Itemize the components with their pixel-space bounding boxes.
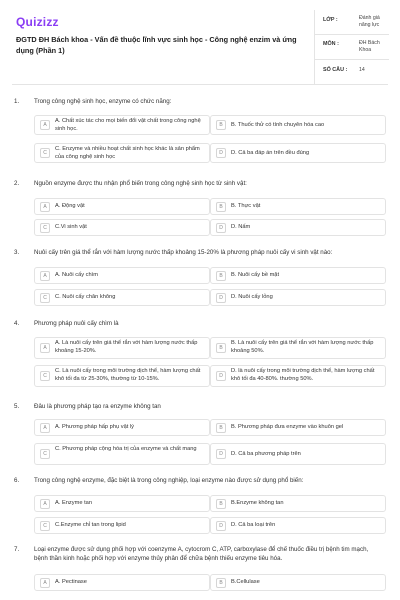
option-b[interactable] bbox=[210, 337, 386, 359]
question-7 bbox=[14, 546, 386, 596]
option-text: C. Nuôi cấy chân không bbox=[55, 294, 116, 300]
option-text: A. Phương pháp hấp phụ vật lý bbox=[55, 424, 135, 430]
question-5 bbox=[14, 403, 386, 471]
option-text: A. Pectinase bbox=[55, 579, 87, 585]
option-d[interactable] bbox=[210, 365, 386, 387]
option-text: C. Là nuôi cấy trong môi trường dịch thể, hàm lượng chất khô tối đa từ 25-30%, thường từ 10-15%. bbox=[55, 368, 201, 382]
option-d[interactable] bbox=[210, 289, 386, 306]
option-letter-badge: D bbox=[216, 449, 226, 459]
option-letter-badge: D bbox=[216, 223, 226, 233]
question-text: Đâu là phương pháp tạo ra enzyme không tan bbox=[34, 403, 161, 410]
option-letter-badge: A bbox=[40, 202, 50, 212]
option-text: C.Vi sinh vật bbox=[55, 224, 87, 230]
option-letter-badge: B bbox=[216, 120, 226, 130]
option-letter-badge: A bbox=[40, 578, 50, 588]
question-text: Phương pháp nuôi cấy chìm là bbox=[34, 320, 119, 327]
option-letter-badge: D bbox=[216, 371, 226, 381]
meta-row-class bbox=[315, 10, 389, 35]
option-letter-badge: B bbox=[216, 343, 226, 353]
option-letter-badge: A bbox=[40, 499, 50, 509]
option-d[interactable] bbox=[210, 517, 386, 534]
option-text: B. Thực vật bbox=[231, 203, 261, 209]
question-text: Nuôi cấy trên giá thể rắn với hàm lượng nước thấp khoảng 15-20% là phương pháp nuôi cấy vi sinh vật nào: bbox=[34, 249, 333, 256]
question-number: 1. bbox=[14, 98, 20, 105]
option-letter-badge: D bbox=[216, 293, 226, 303]
option-text: B.Enzyme không tan bbox=[231, 500, 284, 506]
option-text: B. Nuôi cấy bề mặt bbox=[231, 272, 280, 278]
option-letter-badge: C bbox=[40, 293, 50, 303]
option-c[interactable] bbox=[34, 517, 210, 534]
meta-value: Đánh giá năng lực bbox=[359, 15, 380, 28]
option-text: D. là nuôi cấy trong môi trường dịch thể, hàm lượng chất khô tối đa 40-80%. thường 50%. bbox=[231, 368, 375, 382]
option-text: A. Là nuôi cấy trên giá thể rắn với hàm lượng nước thấp khoảng 15-20%. bbox=[55, 340, 198, 354]
meta-key: MÔN : bbox=[323, 41, 339, 47]
option-text: B.Cellulase bbox=[231, 579, 260, 585]
option-d[interactable] bbox=[210, 443, 386, 465]
option-a[interactable] bbox=[34, 419, 210, 436]
question-text: Loại enzyme được sử dụng phối hợp với coenzyme A, cytocrom C, ATP, carboxylase để chế thuốc điều trị bệnh tim mạch, bệnh thần kinh hoặc phối hợp với enzyme thủy phân để chữa bệnh thiếu enzyme tiêu hóa. bbox=[34, 546, 369, 562]
option-a[interactable] bbox=[34, 267, 210, 284]
option-b[interactable] bbox=[210, 574, 386, 591]
option-text: D. Cả ba phương pháp trên bbox=[231, 451, 301, 457]
option-text: A. Enzyme tan bbox=[55, 500, 92, 506]
question-number: 3. bbox=[14, 249, 20, 256]
option-letter-badge: C bbox=[40, 223, 50, 233]
option-text: A. Nuôi cấy chìm bbox=[55, 272, 98, 278]
option-letter-badge: C bbox=[40, 521, 50, 531]
worksheet-header bbox=[12, 10, 388, 85]
option-letter-badge: A bbox=[40, 423, 50, 433]
quizizz-logo: Quizizz bbox=[16, 15, 59, 29]
question-number: 5. bbox=[14, 403, 20, 410]
worksheet-title: ĐGTD ĐH Bách khoa - Vấn đề thuộc lĩnh vực sinh học - Công nghệ enzim và ứng dụng (Phần 1) bbox=[16, 35, 297, 55]
option-text: B. Phương pháp đưa enzyme vào khuôn gel bbox=[231, 424, 344, 430]
option-letter-badge: C bbox=[40, 371, 50, 381]
question-number: 4. bbox=[14, 320, 20, 327]
option-b[interactable] bbox=[210, 267, 386, 284]
option-b[interactable] bbox=[210, 419, 386, 436]
meta-panel bbox=[314, 10, 388, 85]
option-c[interactable] bbox=[34, 219, 210, 236]
option-letter-badge: B bbox=[216, 202, 226, 212]
option-c[interactable] bbox=[34, 365, 210, 387]
question-number: 2. bbox=[14, 180, 20, 187]
option-b[interactable] bbox=[210, 115, 386, 135]
option-text: C.Enzyme chỉ tan trong lipid bbox=[55, 522, 126, 528]
option-c[interactable] bbox=[34, 443, 210, 465]
option-letter-badge: A bbox=[40, 343, 50, 353]
option-text: C. Phương pháp cộng hóa trị của enzyme và chất mang bbox=[55, 446, 197, 452]
option-text: A. Động vật bbox=[55, 203, 85, 209]
question-2 bbox=[14, 180, 386, 240]
question-6 bbox=[14, 477, 386, 539]
option-text: B. Thuốc thử có tính chuyên hóa cao bbox=[231, 122, 325, 128]
question-4 bbox=[14, 320, 386, 392]
option-a[interactable] bbox=[34, 198, 210, 215]
option-letter-badge: D bbox=[216, 521, 226, 531]
option-letter-badge: C bbox=[40, 449, 50, 459]
option-a[interactable] bbox=[34, 574, 210, 591]
option-b[interactable] bbox=[210, 495, 386, 512]
option-letter-badge: B bbox=[216, 423, 226, 433]
option-text: A. Chất xúc tác cho mọi biến đổi vật chất trong công nghệ sinh học. bbox=[55, 118, 201, 132]
option-text: B. Là nuôi cấy trên giá thể rắn với hàm lượng nước thấp khoảng 50%. bbox=[231, 340, 374, 354]
question-3 bbox=[14, 249, 386, 309]
option-a[interactable] bbox=[34, 115, 210, 135]
option-d[interactable] bbox=[210, 143, 386, 163]
question-number: 6. bbox=[14, 477, 20, 484]
option-a[interactable] bbox=[34, 337, 210, 359]
meta-value: ĐH Bách Khoa bbox=[359, 40, 380, 53]
option-c[interactable] bbox=[34, 289, 210, 306]
option-letter-badge: D bbox=[216, 148, 226, 158]
option-text: D. Nuôi cấy lỏng bbox=[231, 294, 273, 300]
option-letter-badge: B bbox=[216, 578, 226, 588]
option-b[interactable] bbox=[210, 198, 386, 215]
question-number: 7. bbox=[14, 546, 20, 553]
option-c[interactable] bbox=[34, 143, 210, 163]
meta-row-subject bbox=[315, 35, 389, 60]
option-d[interactable] bbox=[210, 219, 386, 236]
option-text: C. Enzyme và nhiều hoạt chất sinh học khác là sản phẩm của công nghệ sinh học bbox=[55, 146, 200, 160]
question-text: Trong công nghệ sinh học, enzyme có chức năng: bbox=[34, 98, 172, 105]
meta-key: SỐ CÂU : bbox=[323, 67, 348, 73]
question-text: Trong công nghệ enzyme, đặc biệt là trong công nghiệp, loại enzyme nào được sử dụng phổ biến: bbox=[34, 477, 304, 484]
option-letter-badge: B bbox=[216, 499, 226, 509]
meta-row-count bbox=[315, 60, 389, 85]
option-letter-badge: A bbox=[40, 271, 50, 281]
option-text: D. Nấm bbox=[231, 224, 251, 230]
option-a[interactable] bbox=[34, 495, 210, 512]
option-letter-badge: B bbox=[216, 271, 226, 281]
meta-key: LỚP : bbox=[323, 17, 338, 23]
option-text: D. Cả ba đáp án trên đều đúng bbox=[231, 150, 310, 156]
meta-value: 14 bbox=[359, 67, 365, 73]
option-text: D. Cả ba loại trên bbox=[231, 522, 276, 528]
question-text: Nguồn enzyme được thu nhận phổ biến trong công nghệ sinh học từ sinh vật: bbox=[34, 180, 247, 187]
question-1 bbox=[14, 98, 386, 168]
option-letter-badge: A bbox=[40, 120, 50, 130]
option-letter-badge: C bbox=[40, 148, 50, 158]
